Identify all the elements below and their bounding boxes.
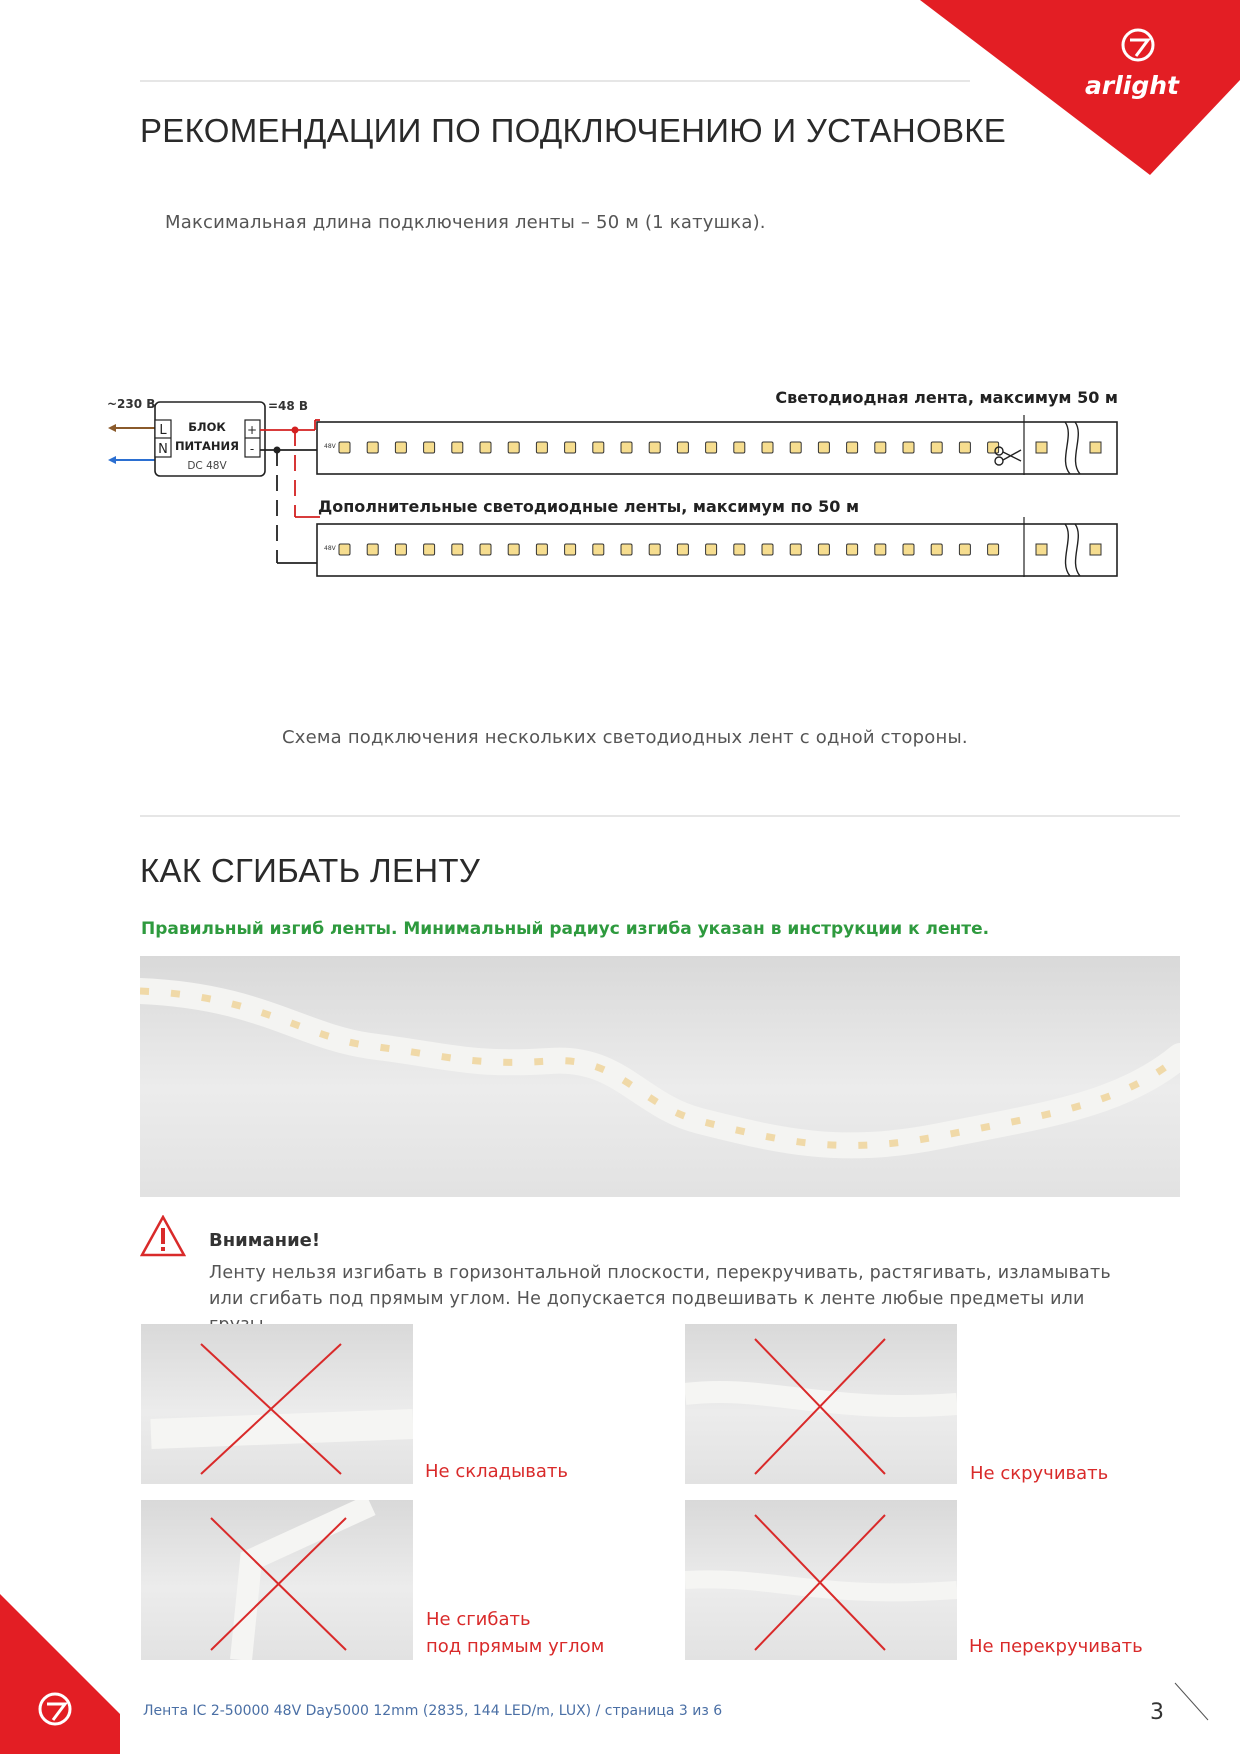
psu-label-1: БЛОК — [188, 420, 226, 434]
led-chip — [339, 544, 350, 555]
strip2-label: Дополнительные светодиодные ленты, максимум по 50 м — [318, 497, 860, 516]
led-chip — [593, 442, 604, 453]
warning-icon — [140, 1215, 186, 1257]
led-chip — [1036, 544, 1047, 555]
caption-no-right-angle-line1: Не сгибать — [426, 1609, 531, 1630]
led-chip — [452, 442, 463, 453]
led-chip — [367, 544, 378, 555]
led-chip — [734, 544, 745, 555]
led-chip — [395, 544, 406, 555]
led-chip — [565, 544, 576, 555]
warning-text: Ленту нельзя изгибать в горизонтальной плоскости, перекручивать, растягивать, изламывать или сгибать под прямым углом. Не допускается подвешивать к ленте любые предметы или — [209, 1263, 1111, 1309]
led-chip — [536, 544, 547, 555]
psu-n-terminal: N — [158, 442, 168, 457]
led-chip — [565, 442, 576, 453]
psu-label-3: DC 48V — [187, 460, 227, 472]
led-chip — [508, 544, 519, 555]
led-chip — [677, 544, 688, 555]
led-chip — [847, 544, 858, 555]
fold-photo — [141, 1324, 413, 1484]
psu-label-2: ПИТАНИЯ — [174, 439, 240, 453]
led-chip — [508, 442, 519, 453]
led-chip — [847, 442, 858, 453]
led-chip — [706, 442, 717, 453]
psu-plus-terminal: + — [246, 423, 258, 437]
led-chip — [1090, 544, 1101, 555]
led-chip — [424, 442, 435, 453]
led-chip — [621, 544, 632, 555]
led-chip — [1036, 442, 1047, 453]
overtwist-photo — [685, 1500, 957, 1660]
caption-no-twist: Не скручивать — [970, 1463, 1109, 1484]
led-chip — [762, 442, 773, 453]
caption-no-right-angle — [426, 1606, 604, 1660]
led-chip — [988, 544, 999, 555]
max-length-note: Максимальная длина подключения ленты – 50 м (1 катушка). — [165, 212, 766, 233]
wiring-diagram — [90, 385, 1150, 585]
caption-no-right-angle-line2: под прямым углом — [426, 1636, 605, 1657]
led-chip — [790, 544, 801, 555]
footer-text: Лента IC 2-50000 48V Day5000 12mm (2835, 144 LED/m, LUX) / страница 3 из 6 — [143, 1703, 723, 1719]
twist-photo — [685, 1324, 957, 1484]
strip2-voltage: 48V — [324, 545, 336, 552]
led-chip — [818, 544, 829, 555]
led-chip — [480, 442, 491, 453]
right-angle-photo — [141, 1500, 413, 1660]
warning-title: Внимание! — [209, 1230, 321, 1251]
led-chip — [734, 442, 745, 453]
strip1-label: Светодиодная лента, максимум 50 м — [775, 388, 1118, 407]
brand-corner-bottom — [0, 1594, 120, 1754]
caption-no-overtwist: Не перекручивать — [969, 1636, 1143, 1657]
correct-bend-photo — [140, 956, 1180, 1197]
led-chip — [706, 544, 717, 555]
led-chip — [621, 442, 632, 453]
led-chip — [903, 544, 914, 555]
led-chip — [875, 544, 886, 555]
led-chip — [452, 544, 463, 555]
section-title-connection: РЕКОМЕНДАЦИИ ПО ПОДКЛЮЧЕНИЮ И УСТАНОВКЕ — [140, 112, 1007, 149]
led-chip — [903, 442, 914, 453]
caption-no-fold: Не складывать — [425, 1461, 569, 1482]
psu-l-terminal: L — [159, 423, 167, 438]
brand-logo: arlight — [1085, 71, 1179, 100]
top-rule — [140, 80, 970, 82]
led-chip — [931, 544, 942, 555]
led-chip — [339, 442, 350, 453]
led-chip — [536, 442, 547, 453]
led-chip — [367, 442, 378, 453]
strip1-voltage: 48V — [324, 443, 336, 450]
section-title-bending: КАК СГИБАТЬ ЛЕНТУ — [140, 852, 481, 889]
led-chip — [593, 544, 604, 555]
dc-label: =48 В — [268, 399, 309, 413]
led-chip — [959, 544, 970, 555]
led-chip — [649, 442, 660, 453]
led-chip — [395, 442, 406, 453]
led-chip — [818, 442, 829, 453]
led-chip — [790, 442, 801, 453]
ac-label: ~230 В — [107, 397, 156, 411]
psu-minus-terminal: - — [249, 442, 255, 456]
led-chip — [959, 442, 970, 453]
led-chip — [649, 544, 660, 555]
page-number: 3 — [1150, 1700, 1164, 1725]
footer-slash — [1170, 1680, 1210, 1725]
diagram-caption: Схема подключения нескольких светодиодных лент с одной стороны. — [282, 727, 968, 748]
section2-rule — [140, 815, 1180, 817]
led-chip — [480, 544, 491, 555]
led-chip — [875, 442, 886, 453]
led-chip — [1090, 442, 1101, 453]
correct-bend-note: Правильный изгиб ленты. Минимальный радиус изгиба указан в инструкции к ленте. — [141, 919, 990, 939]
led-chip — [762, 544, 773, 555]
led-chip — [931, 442, 942, 453]
led-chip — [677, 442, 688, 453]
led-chip — [424, 544, 435, 555]
